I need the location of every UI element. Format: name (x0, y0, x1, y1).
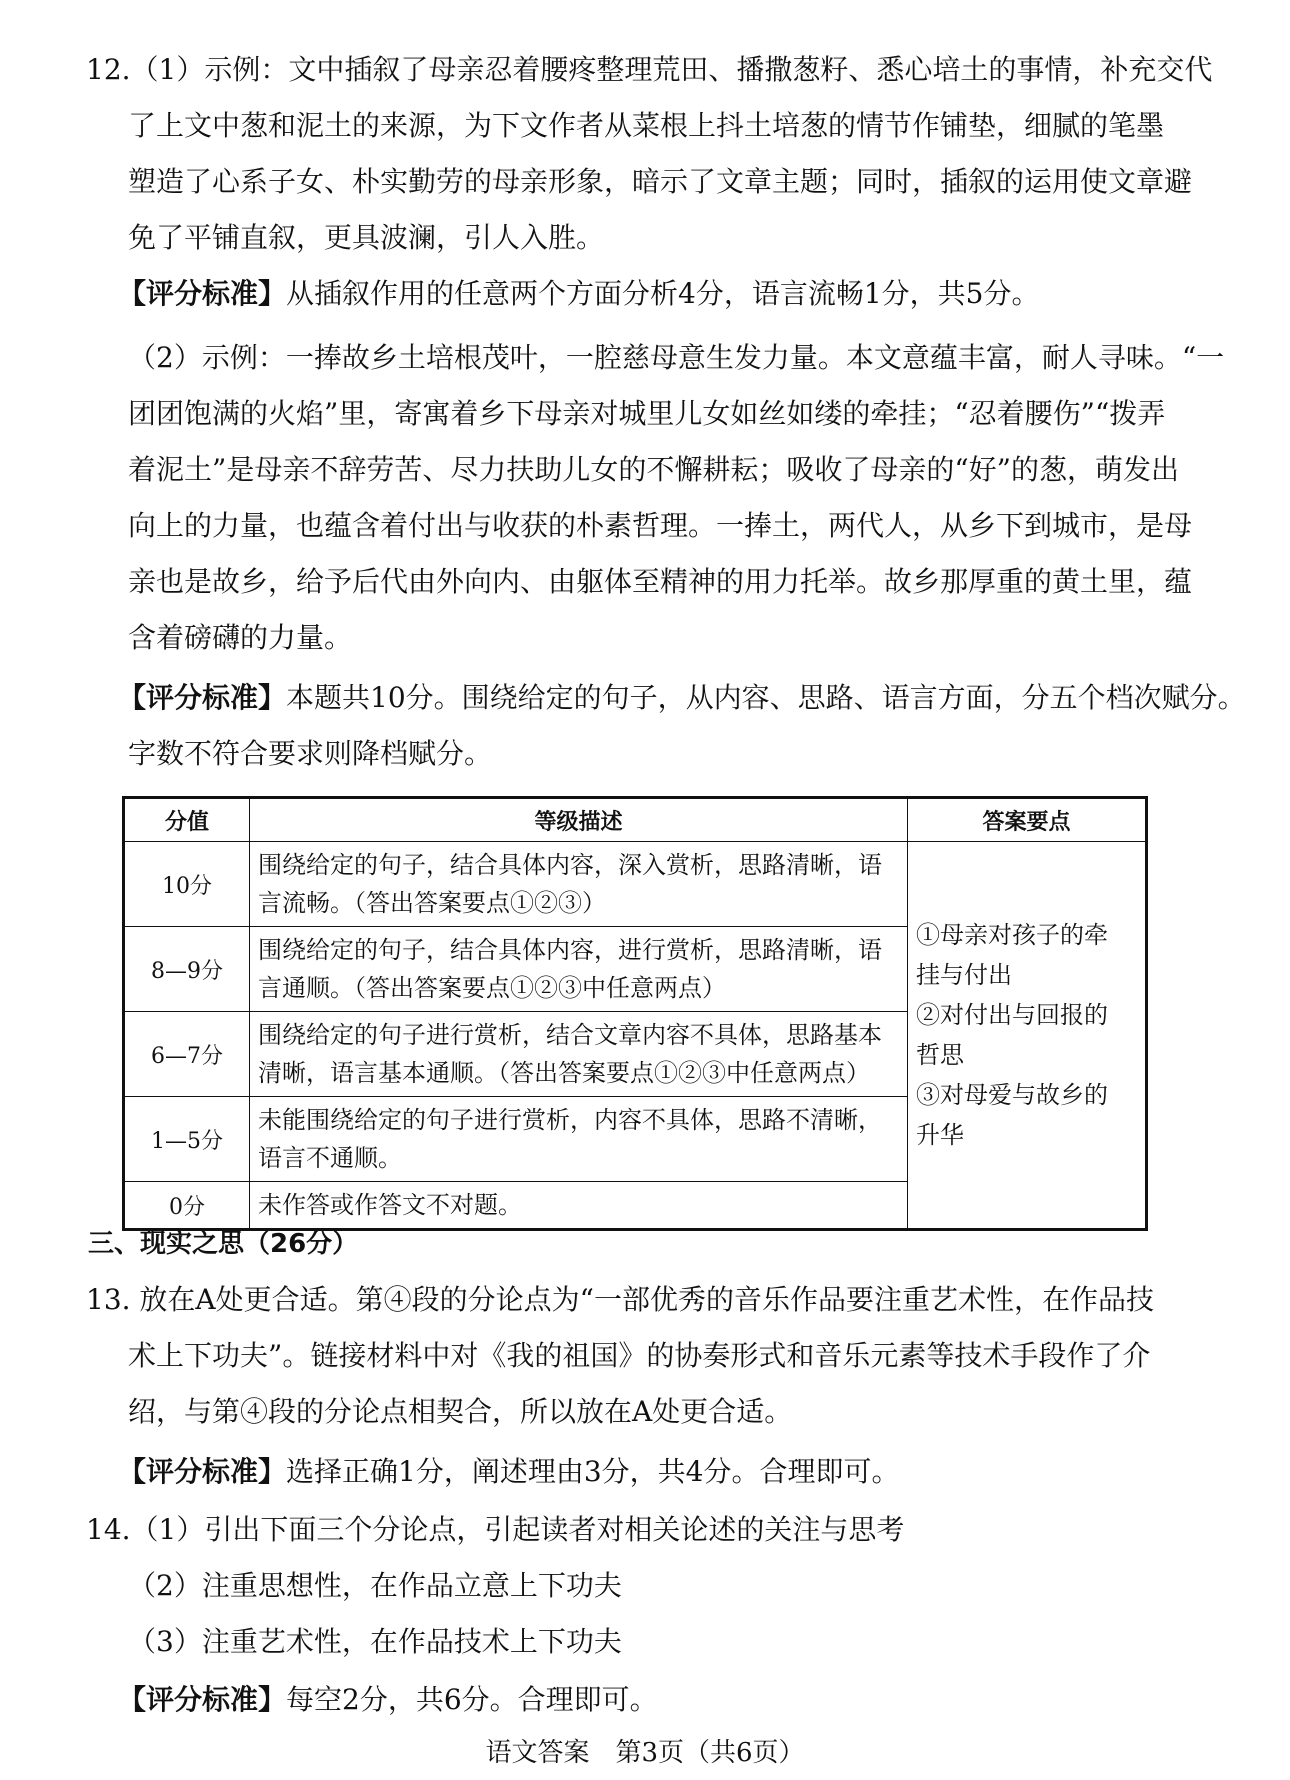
q14-line-3: （3）注重艺术性，在作品技术上下功夫 (128, 1625, 622, 1658)
q14-line-1: 14.（1）引出下面三个分论点，引起读者对相关论述的关注与思考 (86, 1513, 905, 1546)
q14-line-2: （2）注重思想性，在作品立意上下功夫 (128, 1569, 622, 1602)
q12-2-criteria-line-2: 字数不符合要求则降档赋分。 (128, 737, 493, 770)
table-row (124, 842, 1147, 927)
q12-1-line-2: 了上文中葱和泥土的来源，为下文作者从菜根上抖土培葱的情节作铺垫，细腻的笔墨 (128, 109, 1165, 142)
score-cell: 6—7分 (124, 1012, 250, 1097)
criteria-tag: 【评分标准】 (118, 681, 287, 714)
q12-2-line-6: 含着磅礴的力量。 (128, 621, 353, 654)
header-description: 等级描述 (250, 798, 908, 842)
key-point-line: ①母亲对孩子的牵 (916, 921, 1108, 949)
q12-2-line-3: 着泥土”是母亲不辞劳苦、尽力扶助儿女的不懈耕耘；吸收了母亲的“好”的葱，萌发出 (128, 453, 1179, 486)
q12-1-line-1: 12.（1）示例：文中插叙了母亲忍着腰疼整理荒田、播撒葱籽、悉心培土的事情，补充交代 (86, 53, 1213, 86)
q13-line-1: 13. 放在A处更合适。第④段的分论点为“一部优秀的音乐作品要注重艺术性，在作品技 (86, 1283, 1154, 1316)
description-cell: 未能围绕给定的句子进行赏析，内容不具体，思路不清晰，语言不通顺。 (250, 1097, 908, 1182)
key-point-line: 挂与付出 (916, 961, 1012, 989)
description-cell: 围绕给定的句子，结合具体内容，深入赏析，思路清晰，语言流畅。（答出答案要点①②③） (250, 842, 908, 927)
criteria-tag: 【评分标准】 (118, 277, 287, 310)
key-point-line: 升华 (916, 1121, 964, 1149)
q12-1-criteria (118, 274, 1039, 314)
q12-2-line-1: （2）示例：一捧故乡土培根茂叶，一腔慈母意生发力量。本文意蕴丰富，耐人寻味。“一 (128, 341, 1225, 374)
description-cell: 围绕给定的句子进行赏析，结合文章内容不具体，思路基本清晰，语言基本通顺。（答出答案要点①②③中任意两点） (250, 1012, 908, 1097)
key-point-line: ②对付出与回报的 (916, 1001, 1108, 1029)
table-header-row (124, 798, 1147, 842)
score-cell: 10分 (124, 842, 250, 927)
q12-2-line-5: 亲也是故乡，给予后代由外向内、由躯体至精神的用力托举。故乡那厚重的黄土里，蕴 (128, 565, 1193, 598)
page-footer: 语文答案 第3页（共6页） (485, 1738, 805, 1768)
key-point-line: ③对母爱与故乡的 (916, 1081, 1108, 1109)
q13-line-2: 术上下功夫”。链接材料中对《我的祖国》的协奏形式和音乐元素等技术手段作了介 (128, 1339, 1151, 1372)
criteria-tag: 【评分标准】 (118, 1455, 287, 1488)
key-point-line: 哲思 (916, 1041, 964, 1069)
score-cell: 0分 (124, 1182, 250, 1230)
criteria-text: 本题共10分。围绕给定的句子，从内容、思路、语言方面，分五个档次赋分。 (286, 681, 1246, 714)
q12-2-criteria (118, 678, 1246, 718)
q12-1-line-3: 塑造了心系子女、朴实勤劳的母亲形象，暗示了文章主题；同时，插叙的运用使文章避 (128, 165, 1193, 198)
section-heading: 三、现实之思（26分） (88, 1229, 359, 1259)
criteria-text: 从插叙作用的任意两个方面分析4分，语言流畅1分，共5分。 (286, 277, 1040, 310)
description-cell: 未作答或作答文不对题。 (250, 1182, 908, 1230)
q12-1-line-4: 免了平铺直叙，更具波澜，引人入胜。 (128, 221, 605, 254)
header-score: 分值 (124, 798, 250, 842)
q14-criteria (118, 1680, 658, 1720)
grading-table (122, 796, 1148, 1231)
header-key-points: 答案要点 (908, 798, 1147, 842)
criteria-tag: 【评分标准】 (118, 1683, 287, 1716)
score-cell: 8—9分 (124, 927, 250, 1012)
q13-line-3: 绍，与第④段的分论点相契合，所以放在A处更合适。 (128, 1395, 793, 1428)
q12-2-line-2: 团团饱满的火焰”里，寄寓着乡下母亲对城里儿女如丝如缕的牵挂；“忍着腰伤”“拨弄 (128, 397, 1166, 430)
criteria-text: 每空2分，共6分。合理即可。 (286, 1683, 658, 1716)
criteria-text: 选择正确1分，阐述理由3分，共4分。合理即可。 (286, 1455, 900, 1488)
q13-criteria (118, 1452, 899, 1492)
q12-2-line-4: 向上的力量，也蕴含着付出与收获的朴素哲理。一捧土，两代人，从乡下到城市，是母 (128, 509, 1193, 542)
key-points-cell (908, 842, 1147, 1230)
description-cell: 围绕给定的句子，结合具体内容，进行赏析，思路清晰，语言通顺。（答出答案要点①②③中任意两点） (250, 927, 908, 1012)
score-cell: 1—5分 (124, 1097, 250, 1182)
